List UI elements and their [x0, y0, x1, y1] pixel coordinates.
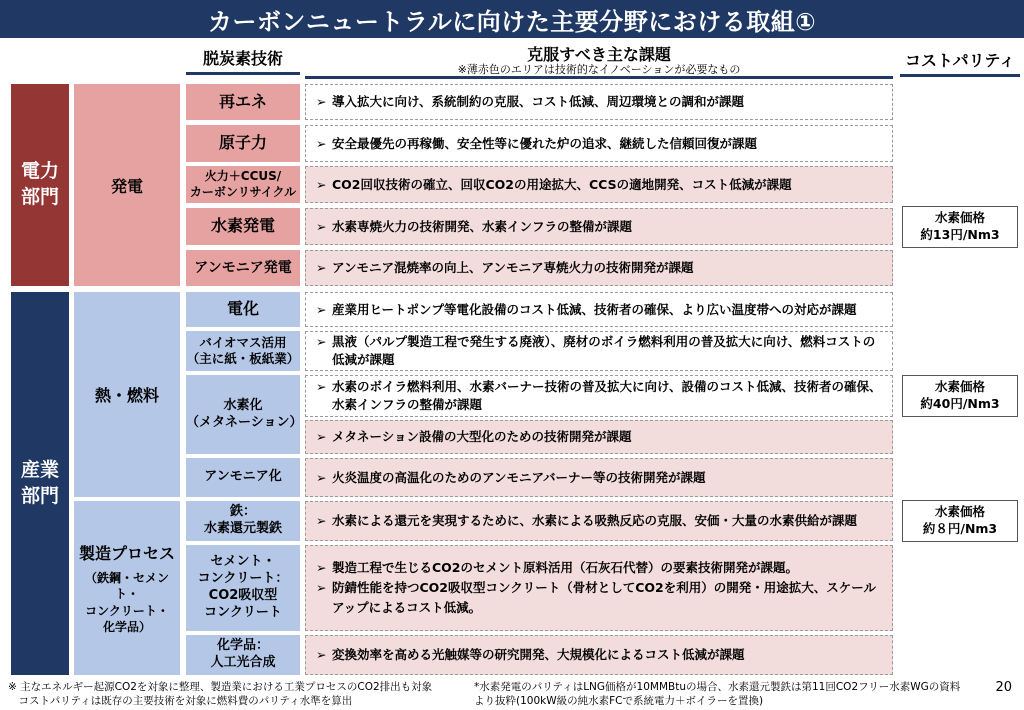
- tech-nuclear-label: 原子力: [218, 133, 267, 153]
- issue-nuclear: [305, 125, 893, 162]
- footnote-right: *水素発電のパリティはLNG価格が10MMBtuの場合、水素還元製鉄は第11回CO2フリー水素WGの資料 より抜粋(100kW級の純水素FCで系統電力＋ボイラーを置換): [474, 681, 961, 708]
- tech-steel: [186, 501, 300, 541]
- cost-steel-value: 約８円/Nm3: [922, 521, 998, 536]
- field-generation: [74, 84, 180, 286]
- issue-electrification: [305, 292, 893, 327]
- issue-hydrogenation-b-text: メタネーション設備の大型化のための技術開発が課題: [332, 429, 632, 445]
- issue-bullet: [316, 333, 884, 369]
- cost-steel: [902, 500, 1018, 542]
- header-issues-rule: [305, 76, 893, 79]
- issue-hydrogenation-a: [305, 375, 893, 417]
- arrow-icon: ➢: [316, 260, 327, 276]
- cost-hydrogenation-label: 水素価格: [934, 379, 985, 395]
- tech-cement-label: セメント・ コンクリート： CO2吸収型 コンクリート: [197, 554, 289, 620]
- tech-cement: [186, 545, 300, 631]
- tech-thermal-ccus-label: 火力＋CCUS/ カーボンリサイクル: [189, 168, 297, 199]
- issue-bullet: [316, 217, 884, 236]
- arrow-icon: ➢: [316, 301, 327, 317]
- page-title: カーボンニュートラルに向けた主要分野における取組①: [0, 0, 1024, 38]
- arrow-icon: ➢: [316, 333, 327, 349]
- cost-steel-label: 水素価格: [934, 504, 985, 520]
- header-issues: 克服すべき主な課題: [527, 45, 671, 64]
- cost-hydrogen-power-label: 水素価格: [934, 210, 985, 226]
- arrow-icon: ➢: [316, 512, 327, 528]
- field-heat-fuel-label: 熱・燃料: [94, 386, 159, 405]
- issue-chemical: [305, 635, 893, 675]
- tech-ammonia-power: [186, 250, 300, 286]
- issue-chemical-text: 変換効率を高める光触媒等の研究開発、大規模化によるコスト低減が課題: [332, 647, 745, 663]
- header-tech-rule: [186, 72, 300, 75]
- issue-hydrogen-power: [305, 208, 893, 245]
- field-process: [74, 501, 180, 675]
- header-tech: 脱炭素技術: [202, 49, 283, 68]
- arrow-icon: ➢: [316, 218, 327, 234]
- field-process-label: 製造プロセス: [78, 544, 175, 564]
- issue-thermal-ccus: [305, 166, 893, 203]
- arrow-icon: ➢: [316, 429, 327, 445]
- issue-biomass-text: 黒液（パルプ製造工程で発生する廃液）、廃材のボイラ燃料利用の普及拡大に向け、燃料コストの低減が課題: [332, 333, 876, 367]
- tech-electrification: [186, 292, 300, 327]
- issue-electrification-text: 産業用ヒートポンプ等電化設備のコスト低減、技術者の確保、より広い温度帯への対応が課題: [332, 301, 857, 317]
- arrow-icon: ➢: [316, 647, 327, 663]
- tech-renewable: [186, 84, 300, 120]
- tech-hydrogenation: [186, 375, 303, 454]
- tech-electrification-label: 電化: [226, 299, 259, 319]
- issue-bullet: [316, 378, 884, 414]
- cost-hydrogen-power: [902, 206, 1018, 248]
- tech-nuclear: [186, 125, 300, 162]
- issue-cement-text-2: 防錆性能を持つCO2吸収型コンクリート（骨材としてCO2を利用）の開発・用途拡大、スケールアップによるコスト低減。: [332, 580, 876, 615]
- issue-bullet: [316, 427, 884, 446]
- tech-hydrogenation-label: 水素化 （メタネーション）: [186, 397, 303, 430]
- tech-hydrogen-power: [186, 208, 300, 245]
- cost-hydrogenation-value: 約40円/Nm3: [920, 396, 1000, 411]
- sector-power: [11, 84, 69, 286]
- issue-cement-text-1: 製造工程で生じるCO2のセメント原料活用（石灰石代替）の要素技術開発が課題。: [332, 560, 798, 575]
- field-generation-label: 発電: [110, 176, 143, 196]
- arrow-icon: ➢: [316, 580, 327, 595]
- header-cost-rule: [900, 74, 1020, 77]
- header-issues-note: ※薄赤色のエリアは技術的なイノベーションが必要なもの: [457, 63, 741, 76]
- issue-steel-text: 水素による還元を実現するために、水素による吸熱反応の克服、安価・大量の水素供給が課題: [332, 512, 858, 528]
- issue-biomass: [305, 331, 893, 371]
- issue-hydrogen-power-text: 水素専焼火力の技術開発、水素インフラの整備が課題: [332, 218, 633, 234]
- sector-power-label: 電力 部門: [20, 160, 59, 208]
- issue-bullet: [316, 134, 884, 153]
- arrow-icon: ➢: [316, 94, 327, 110]
- issue-bullet: [316, 301, 884, 319]
- tech-renewable-label: 再エネ: [218, 91, 267, 111]
- tech-ammonia-power-label: アンモニア発電: [194, 259, 292, 276]
- tech-thermal-ccus: [186, 166, 300, 203]
- arrow-icon: ➢: [316, 560, 327, 575]
- issue-bullet: [316, 258, 884, 277]
- issue-thermal-ccus-text: CO2回収技術の確立、回収CO2の用途拡大、CCSの適地開発、コスト低減が課題: [332, 176, 792, 192]
- issue-hydrogenation-a-text: 水素のボイラ燃料利用、水素バーナー技術の普及拡大に向け、設備のコスト低減、技術者の確保、水素インフラの整備が課題: [332, 378, 882, 412]
- tech-ammonia-fuel: [186, 458, 300, 497]
- issue-ammonia-fuel: [305, 458, 893, 497]
- arrow-icon: ➢: [316, 378, 327, 394]
- issue-bullet: [316, 468, 884, 487]
- issue-nuclear-text: 安全最優先の再稼働、安全性等に優れた炉の追求、継続した信頼回復が課題: [332, 135, 758, 151]
- issue-steel: [305, 501, 893, 541]
- footnote-left: ※ 主なエネルギー起源CO2を対象に整理、製造業における工業プロセスのCO2排出も対象 コストパリティは既存の主要技術を対象に燃料費のパリティ水準を算出: [8, 681, 433, 708]
- issue-bullet: [316, 645, 884, 664]
- tech-biomass-label: バイオマス活用 （主に紙・板紙業）: [186, 334, 300, 366]
- issue-ammonia-power-text: アンモニア混焼率の向上、アンモニア専焼火力の技術開発が課題: [332, 260, 694, 276]
- arrow-icon: ➢: [316, 135, 327, 151]
- sector-industry: [11, 292, 69, 675]
- issue-ammonia-power: [305, 250, 893, 286]
- arrow-icon: ➢: [316, 469, 327, 485]
- issue-bullet: [316, 578, 884, 618]
- tech-ammonia-fuel-label: アンモニア化: [204, 469, 282, 485]
- header-cost: コストパリティ: [904, 51, 1016, 70]
- cost-hydrogen-power-value: 約13円/Nm3: [920, 227, 1000, 242]
- tech-biomass: [186, 331, 300, 371]
- tech-chemical-label: 化学品： 人工光合成: [210, 638, 276, 670]
- issue-bullet: [316, 92, 884, 111]
- arrow-icon: ➢: [316, 176, 327, 192]
- issue-bullet: [316, 558, 884, 578]
- issue-ammonia-fuel-text: 火炎温度の高温化のためのアンモニアバーナー等の技術開発が課題: [332, 469, 706, 485]
- cost-hydrogenation: [902, 375, 1018, 417]
- sector-industry-label: 産業 部門: [20, 458, 59, 507]
- issue-cement: [305, 545, 893, 631]
- tech-chemical: [186, 635, 300, 675]
- issue-renewable-text: 導入拡大に向け、系統制約の克服、コスト低減、周辺環境との調和が課題: [332, 94, 745, 110]
- tech-steel-label: 鉄： 水素還元製鉄: [203, 504, 282, 536]
- issue-hydrogenation-b: [305, 420, 893, 454]
- field-process-sublabel: （鉄鋼・セメント・ コンクリート・ 化学品）: [84, 571, 169, 634]
- issue-renewable: [305, 84, 893, 120]
- tech-hydrogen-power-label: 水素発電: [210, 216, 275, 236]
- issue-bullet: [316, 175, 884, 194]
- page-number: 20: [995, 680, 1012, 695]
- issue-bullet: [316, 512, 884, 530]
- field-heat-fuel: [74, 292, 180, 497]
